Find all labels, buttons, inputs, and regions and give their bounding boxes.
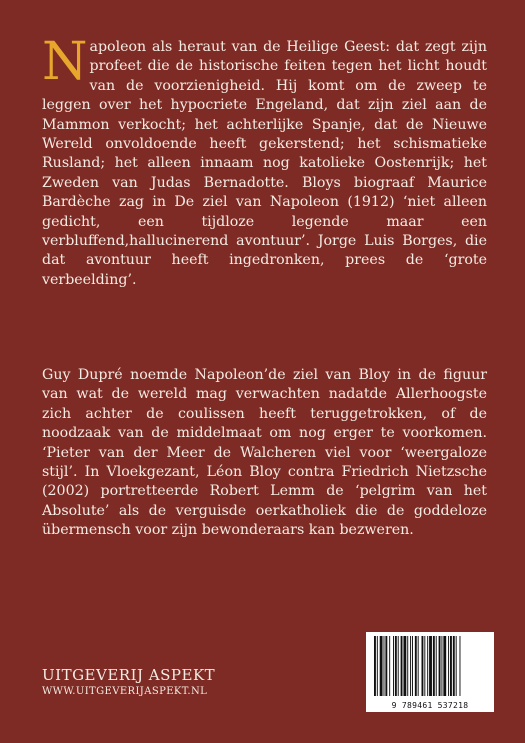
barcode-bar [412,636,413,696]
barcode-bars-icon [370,636,490,696]
barcode-bar [415,636,417,696]
barcode-bar [448,636,449,696]
barcode-bar [384,636,385,696]
barcode-bar [441,636,442,696]
barcode-bar [439,636,441,696]
barcode-bar [424,636,425,696]
barcode-bar [429,636,432,696]
barcode-bar [377,636,378,696]
drop-cap-letter: N [42,32,88,92]
blurb-paragraph-1-text: apoleon als heraut van de Heilige Geest: dat zegt zijn profeet die de historische feiten tegen het licht houdt van de voorzienigheid. Hij komt om de zweep te leggen over het hypocriete Engeland, dat zijn ziel aan de Mammon verkocht; het achterlijke Spanje, dat de Nieuwe Wereld onvoldoende heeft gekerstend; het schismatieke Rusland; het alleen innaam nog katolieke Oostenrijk; het Zweden van Judas Bernadotte. Bloys biograaf Maurice Bardèche zag in De ziel van Napoleon (1912) ‘niet alleen gedicht, een tijdloze legende maar een verbluffend,hallucinerend avontuur’. Jorge Luis Borges, die dat avontuur heeft ingedronken, prees de ‘grote verbeelding’. [42,39,487,288]
barcode-bar [456,636,457,696]
isbn-barcode [366,632,494,712]
barcode-bar [450,636,452,696]
publisher-name: UITGEVERIJ ASPEKT [42,666,216,684]
blurb-paragraph-1 [42,32,487,290]
barcode-bar [453,636,455,696]
barcode-bar [393,636,394,696]
barcode-bar [401,636,403,696]
barcode-bar [460,636,461,696]
barcode-bar [410,636,411,696]
barcode-bar [385,636,387,696]
blurb-paragraph-2: Guy Dupré noemde Napoleon’de ziel van Bloy in de figuur van wat de wereld mag verwachten nadatde Allerhoogste zich achter de coulissen heeft teruggetrokken, of de noodzaak van de middelmaat om nog erger te voorkomen. ‘Pieter van der Meer de Walcheren viel voor ‘weergaloze stijl’. In Vloekgezant, Léon Bloy contra Friedrich Nietzsche (2002) portretteerde Robert Lemm de ‘pelgrim van het Absolute’ als de verguisde oerkatholiek die de goddeloze übermensch voor zijn bewonderaars kan bezweren. [42,367,487,539]
publisher-website: WWW.UITGEVERIJASPEKT.NL [42,686,208,697]
barcode-bar [433,636,435,696]
barcode-bar [418,636,419,696]
barcode-bar [422,636,424,696]
barcode-bar [443,636,446,696]
barcode-bar [374,636,376,696]
barcode-bar [380,636,383,696]
barcode-bar [403,636,406,696]
barcode-bar [407,636,408,696]
barcode-bar [398,636,399,696]
barcode-bar [395,636,397,696]
barcode-bar [436,636,437,696]
isbn-number: 9 789461 537218 [391,701,469,710]
barcode-bar [389,636,390,696]
barcode-bar [427,636,428,696]
